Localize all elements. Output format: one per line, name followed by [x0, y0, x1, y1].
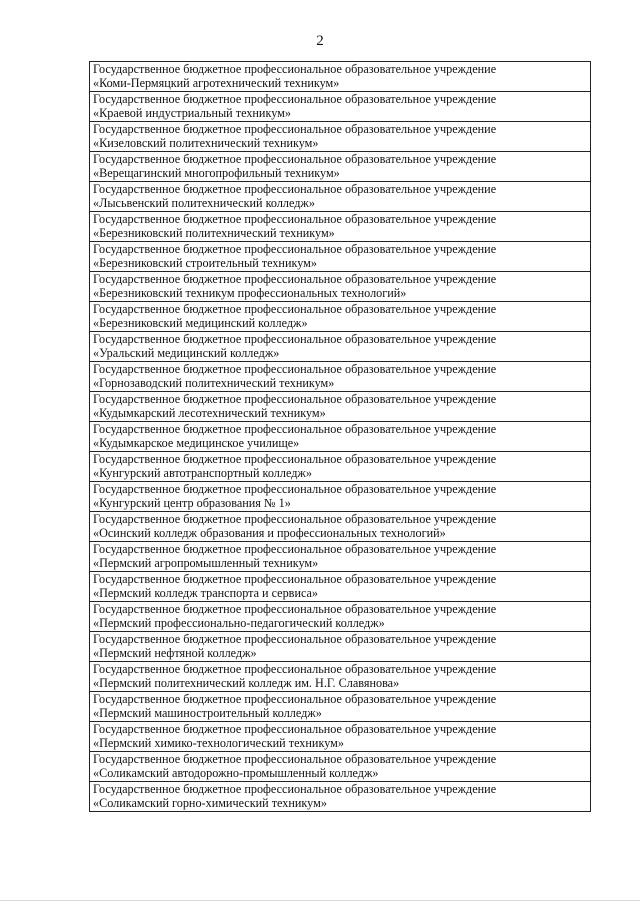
institution-type: Государственное бюджетное профессиональное образовательное учреждение: [93, 62, 497, 76]
institution-cell: [90, 302, 591, 332]
institution-type: Государственное бюджетное профессиональное образовательное учреждение: [93, 182, 497, 196]
institution-type: Государственное бюджетное профессиональное образовательное учреждение: [93, 572, 497, 586]
table-row: [90, 152, 591, 182]
institution-cell: [90, 362, 591, 392]
table-row: [90, 332, 591, 362]
table-row: [90, 122, 591, 152]
institution-cell: [90, 782, 591, 812]
institution-name: «Осинский колледж образования и профессиональных технологий»: [93, 525, 446, 540]
table-row: [90, 242, 591, 272]
institution-type: Государственное бюджетное профессиональное образовательное учреждение: [93, 692, 497, 706]
institution-name: «Коми-Пермяцкий агротехнический техникум»: [93, 75, 340, 90]
institution-cell: [90, 752, 591, 782]
institution-type: Государственное бюджетное профессиональное образовательное учреждение: [93, 272, 497, 286]
institution-name: «Верещагинский многопрофильный техникум»: [93, 165, 340, 180]
institution-cell: [90, 272, 591, 302]
table-row: [90, 422, 591, 452]
table-row: [90, 92, 591, 122]
institution-cell: [90, 182, 591, 212]
table-row: [90, 482, 591, 512]
table-row: [90, 662, 591, 692]
institution-type: Государственное бюджетное профессиональное образовательное учреждение: [93, 752, 497, 766]
institution-name: «Соликамский горно-химический техникум»: [93, 795, 327, 810]
institution-cell: [90, 512, 591, 542]
institution-cell: [90, 62, 591, 92]
institution-type: Государственное бюджетное профессиональное образовательное учреждение: [93, 332, 497, 346]
institution-type: Государственное бюджетное профессиональное образовательное учреждение: [93, 632, 497, 646]
institution-cell: [90, 572, 591, 602]
table-row: [90, 182, 591, 212]
institution-cell: [90, 692, 591, 722]
institution-name: «Пермский колледж транспорта и сервиса»: [93, 585, 319, 600]
institution-cell: [90, 602, 591, 632]
institution-cell: [90, 122, 591, 152]
institution-cell: [90, 722, 591, 752]
institution-name: «Пермский машиностроительный колледж»: [93, 705, 322, 720]
table-row: [90, 752, 591, 782]
table-row: [90, 542, 591, 572]
table-row: [90, 362, 591, 392]
table-row: [90, 212, 591, 242]
institution-cell: [90, 422, 591, 452]
institution-type: Государственное бюджетное профессиональное образовательное учреждение: [93, 602, 497, 616]
table-row: [90, 392, 591, 422]
institution-cell: [90, 392, 591, 422]
institution-name: «Пермский химико-технологический техникум»: [93, 735, 344, 750]
institution-name: «Березниковский медицинский колледж»: [93, 315, 308, 330]
institution-type: Государственное бюджетное профессиональное образовательное учреждение: [93, 152, 497, 166]
institution-name: «Пермский политехнический колледж им. Н.Г. Славянова»: [93, 675, 400, 690]
institution-type: Государственное бюджетное профессиональное образовательное учреждение: [93, 542, 497, 556]
institution-type: Государственное бюджетное профессиональное образовательное учреждение: [93, 302, 497, 316]
institution-name: «Пермский профессионально-педагогический колледж»: [93, 615, 385, 630]
institution-type: Государственное бюджетное профессиональное образовательное учреждение: [93, 422, 497, 436]
institution-cell: [90, 662, 591, 692]
institution-type: Государственное бюджетное профессиональное образовательное учреждение: [93, 662, 497, 676]
institution-cell: [90, 212, 591, 242]
table-row: [90, 782, 591, 812]
institution-name: «Кудымкарское медицинское училище»: [93, 435, 300, 450]
table-row: [90, 452, 591, 482]
institution-name: «Горнозаводский политехнический техникум»: [93, 375, 335, 390]
institution-name: «Кизеловский политехнический техникум»: [93, 135, 319, 150]
institution-cell: [90, 632, 591, 662]
institution-name: «Пермский агропромышленный техникум»: [93, 555, 319, 570]
institution-type: Государственное бюджетное профессиональное образовательное учреждение: [93, 242, 497, 256]
institution-name: «Соликамский автодорожно-промышленный колледж»: [93, 765, 379, 780]
table-row: [90, 692, 591, 722]
institution-cell: [90, 152, 591, 182]
institution-type: Государственное бюджетное профессиональное образовательное учреждение: [93, 122, 497, 136]
institution-type: Государственное бюджетное профессиональное образовательное учреждение: [93, 92, 497, 106]
institution-name: «Уральский медицинский колледж»: [93, 345, 280, 360]
institution-name: «Кунгурский автотранспортный колледж»: [93, 465, 312, 480]
institution-name: «Кунгурский центр образования № 1»: [93, 495, 291, 510]
institution-cell: [90, 92, 591, 122]
institution-cell: [90, 332, 591, 362]
institution-type: Государственное бюджетное профессиональное образовательное учреждение: [93, 782, 497, 796]
institution-name: «Березниковский строительный техникум»: [93, 255, 317, 270]
page-number: 2: [316, 33, 324, 49]
institution-cell: [90, 242, 591, 272]
table-row: [90, 632, 591, 662]
institution-name: «Березниковский техникум профессиональных технологий»: [93, 285, 407, 300]
table-row: [90, 572, 591, 602]
table-row: [90, 62, 591, 92]
institution-cell: [90, 452, 591, 482]
scan-bottom-edge: [0, 900, 640, 901]
institution-type: Государственное бюджетное профессиональное образовательное учреждение: [93, 212, 497, 226]
institution-type: Государственное бюджетное профессиональное образовательное учреждение: [93, 482, 497, 496]
table-row: [90, 602, 591, 632]
table-row: [90, 722, 591, 752]
table-row: [90, 272, 591, 302]
institution-cell: [90, 482, 591, 512]
institutions-table-body: [90, 62, 591, 812]
institution-type: Государственное бюджетное профессиональное образовательное учреждение: [93, 722, 497, 736]
table-row: [90, 302, 591, 332]
institution-type: Государственное бюджетное профессиональное образовательное учреждение: [93, 452, 497, 466]
institution-name: «Березниковский политехнический техникум»: [93, 225, 335, 240]
institution-name: «Кудымкарский лесотехнический техникум»: [93, 405, 326, 420]
institution-name: «Пермский нефтяной колледж»: [93, 645, 257, 660]
institution-type: Государственное бюджетное профессиональное образовательное учреждение: [93, 362, 497, 376]
institution-name: «Краевой индустриальный техникум»: [93, 105, 291, 120]
institution-type: Государственное бюджетное профессиональное образовательное учреждение: [93, 392, 497, 406]
institution-type: Государственное бюджетное профессиональное образовательное учреждение: [93, 512, 497, 526]
institutions-table: [89, 61, 591, 812]
institution-cell: [90, 542, 591, 572]
table-row: [90, 512, 591, 542]
institution-name: «Лысьвенский политехнический колледж»: [93, 195, 315, 210]
